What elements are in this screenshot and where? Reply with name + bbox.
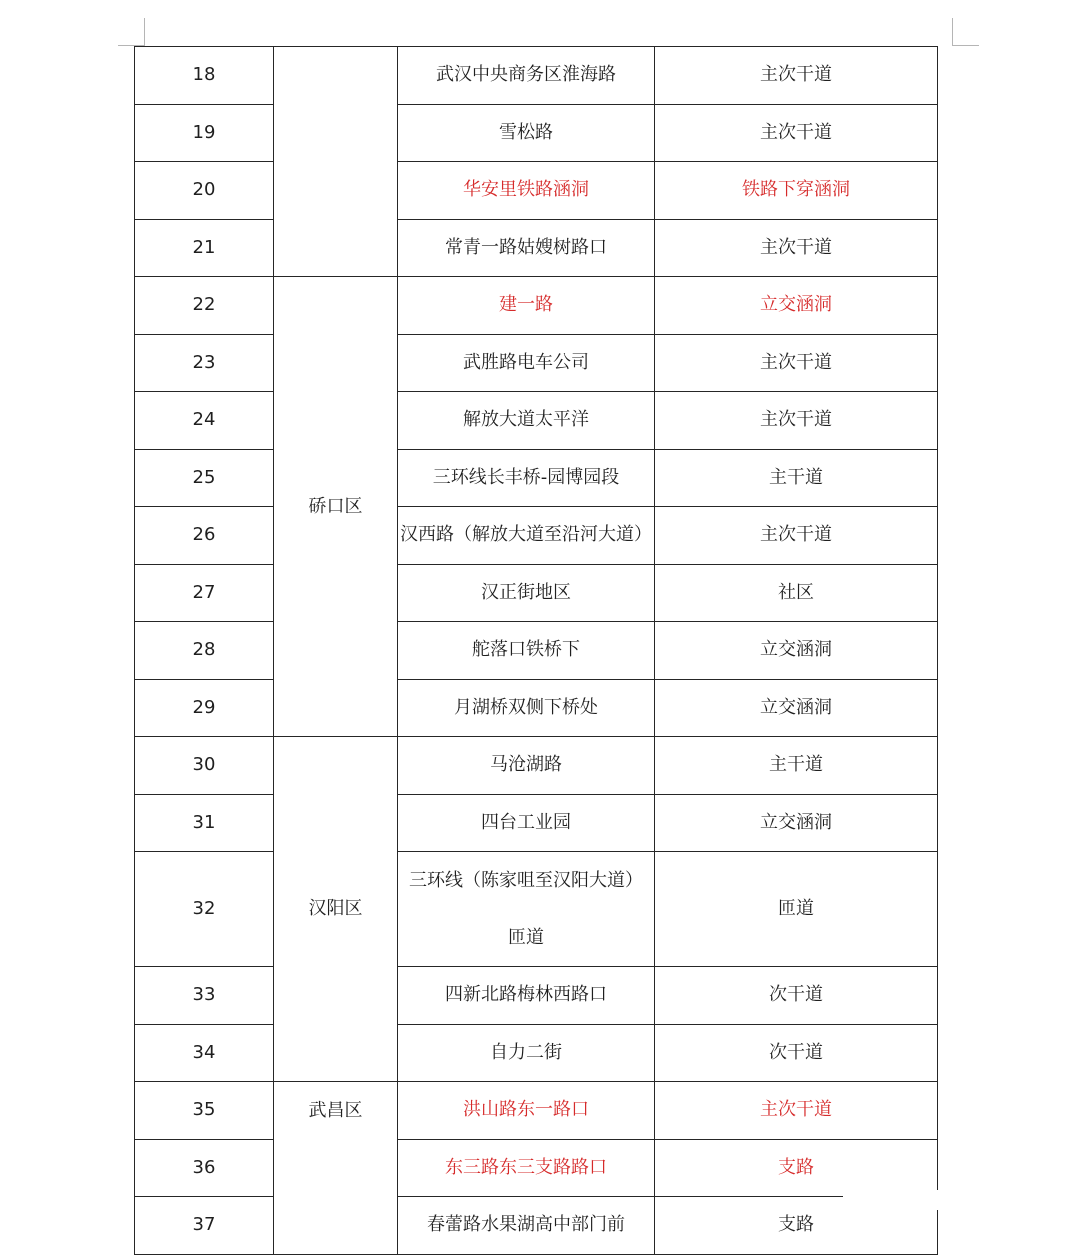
table-row bbox=[135, 219, 938, 277]
district-cell-qiaokou: 硚口区 bbox=[274, 277, 398, 737]
location-cell: 解放大道太平洋 bbox=[398, 392, 655, 450]
document-table-wrapper bbox=[134, 46, 937, 1255]
row-number: 28 bbox=[135, 622, 274, 680]
type-cell: 支路 bbox=[655, 1197, 938, 1255]
table-row bbox=[135, 1197, 938, 1255]
type-cell: 主次干道 bbox=[655, 47, 938, 105]
type-cell: 主干道 bbox=[655, 449, 938, 507]
row-number: 21 bbox=[135, 219, 274, 277]
row-number: 31 bbox=[135, 794, 274, 852]
row-number: 18 bbox=[135, 47, 274, 105]
location-cell: 雪松路 bbox=[398, 104, 655, 162]
row-number: 26 bbox=[135, 507, 274, 565]
table-row bbox=[135, 1024, 938, 1082]
table-row bbox=[135, 277, 938, 335]
table-row bbox=[135, 794, 938, 852]
scan-artifact-mask bbox=[843, 1190, 943, 1210]
type-cell-highlighted: 立交涵洞 bbox=[655, 277, 938, 335]
table-row bbox=[135, 1139, 938, 1197]
row-number: 19 bbox=[135, 104, 274, 162]
row-number: 25 bbox=[135, 449, 274, 507]
row-number: 32 bbox=[135, 852, 274, 967]
location-cell: 四台工业园 bbox=[398, 794, 655, 852]
location-cell: 马沧湖路 bbox=[398, 737, 655, 795]
type-cell: 主次干道 bbox=[655, 392, 938, 450]
table-row bbox=[135, 507, 938, 565]
type-cell: 立交涵洞 bbox=[655, 679, 938, 737]
location-multiline-wrapper bbox=[398, 852, 654, 966]
type-cell: 立交涵洞 bbox=[655, 794, 938, 852]
district-cell-empty bbox=[274, 47, 398, 277]
table-row bbox=[135, 1082, 938, 1140]
district-cell-wuchang bbox=[274, 1082, 398, 1255]
location-cell-highlighted: 华安里铁路涵洞 bbox=[398, 162, 655, 220]
location-cell: 月湖桥双侧下桥处 bbox=[398, 679, 655, 737]
location-cell: 四新北路梅林西路口 bbox=[398, 967, 655, 1025]
table-row bbox=[135, 564, 938, 622]
type-cell: 社区 bbox=[655, 564, 938, 622]
type-cell-highlighted: 支路 bbox=[655, 1139, 938, 1197]
type-cell-highlighted: 主次干道 bbox=[655, 1082, 938, 1140]
location-cell: 汉西路（解放大道至沿河大道） bbox=[398, 507, 655, 565]
table-row bbox=[135, 334, 938, 392]
table-row bbox=[135, 162, 938, 220]
type-cell: 匝道 bbox=[655, 852, 938, 967]
location-cell: 武汉中央商务区淮海路 bbox=[398, 47, 655, 105]
location-cell: 春蕾路水果湖高中部门前 bbox=[398, 1197, 655, 1255]
location-cell: 三环线长丰桥-园博园段 bbox=[398, 449, 655, 507]
row-number: 24 bbox=[135, 392, 274, 450]
type-cell: 主干道 bbox=[655, 737, 938, 795]
location-line-1: 三环线（陈家咀至汉阳大道） bbox=[409, 870, 643, 891]
location-cell: 自力二街 bbox=[398, 1024, 655, 1082]
row-number: 29 bbox=[135, 679, 274, 737]
type-cell-highlighted: 铁路下穿涵洞 bbox=[655, 162, 938, 220]
row-number: 35 bbox=[135, 1082, 274, 1140]
location-cell: 常青一路姑嫂树路口 bbox=[398, 219, 655, 277]
location-cell: 武胜路电车公司 bbox=[398, 334, 655, 392]
waterlogging-points-table bbox=[134, 46, 938, 1255]
type-cell: 主次干道 bbox=[655, 104, 938, 162]
row-number: 37 bbox=[135, 1197, 274, 1255]
row-number: 33 bbox=[135, 967, 274, 1025]
district-cell-hanyang: 汉阳区 bbox=[274, 737, 398, 1082]
row-number: 34 bbox=[135, 1024, 274, 1082]
row-number: 27 bbox=[135, 564, 274, 622]
table-row bbox=[135, 967, 938, 1025]
location-cell-multiline bbox=[398, 852, 655, 967]
type-cell: 主次干道 bbox=[655, 219, 938, 277]
row-number: 23 bbox=[135, 334, 274, 392]
location-cell: 汉正街地区 bbox=[398, 564, 655, 622]
row-number: 22 bbox=[135, 277, 274, 335]
type-cell: 主次干道 bbox=[655, 507, 938, 565]
location-cell-highlighted: 建一路 bbox=[398, 277, 655, 335]
location-cell-highlighted: 东三路东三支路路口 bbox=[398, 1139, 655, 1197]
type-cell: 次干道 bbox=[655, 967, 938, 1025]
crop-mark-top-right-vertical bbox=[952, 18, 953, 46]
row-number: 36 bbox=[135, 1139, 274, 1197]
location-cell: 舵落口铁桥下 bbox=[398, 622, 655, 680]
row-number: 30 bbox=[135, 737, 274, 795]
type-cell: 主次干道 bbox=[655, 334, 938, 392]
district-label-wuchang: 武昌区 bbox=[308, 1100, 363, 1121]
location-line-2: 匝道 bbox=[508, 927, 544, 948]
crop-mark-top-left-vertical bbox=[144, 18, 145, 46]
type-cell: 立交涵洞 bbox=[655, 622, 938, 680]
table-row bbox=[135, 679, 938, 737]
table-row bbox=[135, 47, 938, 105]
type-cell: 次干道 bbox=[655, 1024, 938, 1082]
table-row bbox=[135, 392, 938, 450]
location-cell-highlighted: 洪山路东一路口 bbox=[398, 1082, 655, 1140]
table-row bbox=[135, 622, 938, 680]
table-row bbox=[135, 852, 938, 967]
table-row bbox=[135, 737, 938, 795]
table-row bbox=[135, 449, 938, 507]
table-row bbox=[135, 104, 938, 162]
row-number: 20 bbox=[135, 162, 274, 220]
crop-mark-top-right-horizontal bbox=[952, 45, 979, 46]
